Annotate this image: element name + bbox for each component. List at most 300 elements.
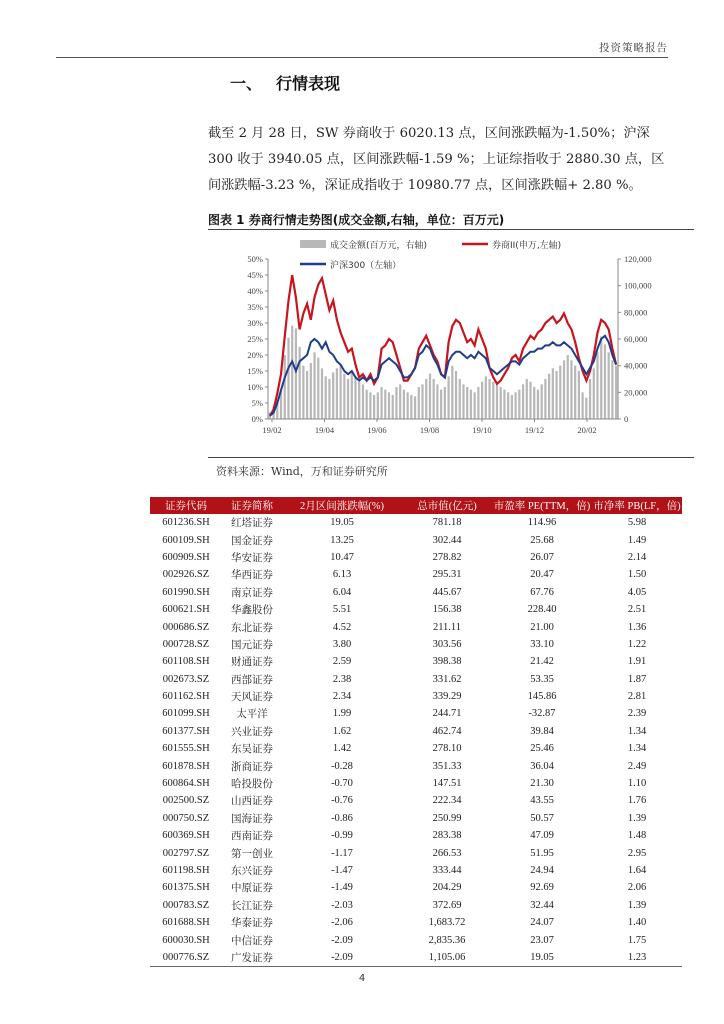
table-cell: 4.05 <box>627 586 647 598</box>
table-cell: 2.39 <box>627 708 647 720</box>
right-tick-label: 80,000 <box>624 307 648 318</box>
column-header: 证券代码 <box>165 501 207 512</box>
volume-bars <box>269 326 618 419</box>
column-header: 总市值(亿元) <box>417 501 477 512</box>
volume-bar <box>507 392 509 419</box>
table-cell: 哈投股份 <box>231 779 273 791</box>
table-cell: 10.47 <box>330 551 354 563</box>
table-cell: 2.49 <box>627 760 647 772</box>
table-cell: 1.75 <box>627 934 647 946</box>
table-cell: 92.69 <box>530 882 554 894</box>
table-cell: 462.74 <box>432 725 462 737</box>
volume-bar <box>317 358 319 419</box>
table-cell: 20.47 <box>530 569 554 581</box>
figure-title: 图表 1 券商行情走势图(成交金额,右轴，单位：百万元) <box>208 213 505 227</box>
table-cell: 1,683.72 <box>428 917 466 929</box>
volume-bar <box>425 379 427 419</box>
right-tick-label: 60,000 <box>624 334 648 344</box>
table-cell: 21.00 <box>530 621 554 633</box>
legend-label: 成交金额(百万元，右轴) <box>330 241 428 251</box>
table-cell: 东兴证券 <box>231 866 273 877</box>
table-cell: 24.07 <box>530 917 554 929</box>
volume-bar <box>470 390 472 419</box>
x-tick-label: 20/02 <box>577 425 597 435</box>
left-tick-label: 5% <box>251 398 263 408</box>
table-row <box>150 792 682 809</box>
volume-bar <box>343 374 345 419</box>
volume-bar <box>392 395 394 419</box>
table-cell: -2.06 <box>331 917 353 929</box>
table-cell: 600621.SH <box>162 604 210 616</box>
table-cell: 1.10 <box>627 778 647 790</box>
table-cell: 1.50 <box>627 569 647 581</box>
volume-bar <box>313 352 315 419</box>
table-cell: 西部证券 <box>231 674 273 686</box>
volume-bar <box>433 379 435 419</box>
table-cell: 中原证券 <box>231 883 273 895</box>
table-cell: -0.86 <box>331 812 353 824</box>
volume-bar <box>511 395 513 419</box>
table-cell: 2.51 <box>627 604 647 616</box>
table-cell: 山西证券 <box>231 796 273 808</box>
table-cell: 156.38 <box>432 604 462 616</box>
table-row <box>150 914 682 931</box>
table-cell: 601236.SH <box>162 517 210 529</box>
volume-bar <box>407 392 409 419</box>
volume-bar <box>611 360 613 419</box>
table-row <box>150 531 682 548</box>
volume-bar <box>462 384 464 419</box>
table-cell: 145.86 <box>527 691 557 703</box>
x-tick-label: 19/02 <box>262 425 282 435</box>
table-cell: 339.29 <box>432 691 462 703</box>
right-tick-label: 0 <box>624 414 629 424</box>
table-cell: 浙商证券 <box>231 761 273 773</box>
volume-bar <box>429 374 431 419</box>
table-cell: 广发证券 <box>222 949 282 966</box>
volume-bar <box>284 355 286 419</box>
volume-bar <box>596 352 598 419</box>
table-cell: 601377.SH <box>162 725 210 737</box>
table-cell: 000783.SZ <box>162 899 210 911</box>
table-row <box>150 810 682 827</box>
table-header-row <box>150 497 682 514</box>
table-cell: 1.87 <box>627 673 647 685</box>
x-tick-label: 19/06 <box>367 425 387 435</box>
volume-bar <box>332 372 334 419</box>
table-cell: 天风证券 <box>231 692 273 704</box>
section-title: 行情表现 <box>276 74 341 93</box>
volume-bar <box>615 366 617 419</box>
table-cell: -0.70 <box>331 778 353 790</box>
table-cell: 25.68 <box>530 534 554 546</box>
volume-bar <box>358 382 360 419</box>
table-cell: 2.34 <box>332 691 352 703</box>
chart-legend <box>300 239 561 271</box>
left-tick-label: 15% <box>247 366 263 376</box>
volume-bar <box>291 326 293 419</box>
table-cell: 600369.SH <box>162 830 210 842</box>
volume-bar <box>444 387 446 419</box>
section-heading <box>230 71 340 94</box>
table-row <box>150 844 682 861</box>
volume-bar <box>582 392 584 419</box>
table-cell: 21.30 <box>530 778 554 790</box>
volume-bar <box>325 376 327 419</box>
table-cell: 33.10 <box>530 638 554 650</box>
table-cell: -2.09 <box>282 949 402 966</box>
volume-bar <box>410 395 412 419</box>
volume-bar <box>362 384 364 419</box>
report-type-header: 投资策略报告 <box>599 42 668 54</box>
table-cell: 601108.SH <box>162 656 210 668</box>
section-number: 一、 <box>230 74 263 93</box>
volume-bar <box>578 371 580 419</box>
table-cell: 2.14 <box>627 551 647 563</box>
volume-bar <box>541 384 543 419</box>
table-cell: 50.57 <box>530 812 554 824</box>
volume-bar <box>287 338 289 419</box>
table-cell: 太平洋 <box>236 709 268 721</box>
volume-bar <box>526 379 528 419</box>
column-header: 市净率 PB(LF，倍) <box>593 501 681 512</box>
table-cell: -1.17 <box>331 847 353 859</box>
table-row <box>150 757 682 774</box>
volume-bar <box>466 387 468 419</box>
table-cell: 295.31 <box>432 569 462 581</box>
table-cell: -32.87 <box>528 708 556 720</box>
table-cell: 36.04 <box>530 760 554 772</box>
volume-bar <box>299 347 301 419</box>
table-cell: 国元证券 <box>231 639 273 651</box>
volume-bar <box>451 366 453 419</box>
table-cell: 278.10 <box>432 743 462 755</box>
table-cell: 601099.SH <box>162 708 210 720</box>
table-row <box>150 566 682 583</box>
table-cell: 19.05 <box>330 517 354 529</box>
volume-bar <box>414 396 416 419</box>
table-cell: 002673.SZ <box>162 673 210 685</box>
table-cell: 华西证券 <box>231 570 273 582</box>
table-cell: 244.71 <box>432 708 462 720</box>
x-tick-label: 19/08 <box>419 425 440 435</box>
table-cell: 1.42 <box>332 743 352 755</box>
header-divider <box>56 57 668 58</box>
x-tick-label: 19/04 <box>314 425 335 435</box>
volume-bar <box>403 390 405 419</box>
table-cell: 600864.SH <box>162 778 210 790</box>
table-row <box>150 584 682 601</box>
volume-bar <box>384 390 386 419</box>
table-cell: 1.40 <box>627 917 647 929</box>
table-cell: 283.38 <box>432 830 462 842</box>
volume-bar <box>310 363 312 419</box>
table-cell: 1.48 <box>627 830 647 842</box>
table-cell: 华鑫股份 <box>231 605 273 617</box>
left-tick-label: 35% <box>247 302 263 312</box>
volume-bar <box>377 392 379 419</box>
broker-stock-table <box>150 497 682 967</box>
left-tick-label: 20% <box>247 350 263 360</box>
volume-bar <box>336 368 338 419</box>
volume-bar <box>474 392 476 419</box>
table-cell: 2.38 <box>332 673 352 685</box>
table-cell: 东北证券 <box>231 622 273 634</box>
table-row <box>150 723 682 740</box>
table-cell: 第一创业 <box>231 848 273 860</box>
table-cell: 2.59 <box>332 656 352 668</box>
volume-bar <box>589 379 591 419</box>
volume-bar <box>302 366 304 419</box>
table-row <box>150 514 682 531</box>
volume-bar <box>604 344 606 419</box>
volume-bar <box>418 387 420 419</box>
left-tick-label: 30% <box>247 318 263 328</box>
right-tick-label: 40,000 <box>624 360 648 371</box>
volume-bar <box>555 371 557 419</box>
volume-bar <box>328 379 330 419</box>
x-tick-label: 19/12 <box>524 425 545 435</box>
table-cell: 1.91 <box>627 656 647 668</box>
table-row <box>150 740 682 757</box>
table-cell: -0.76 <box>331 795 353 807</box>
table-cell: 002500.SZ <box>162 795 210 807</box>
table-cell: 147.51 <box>432 778 462 790</box>
volume-bar <box>608 352 610 419</box>
table-cell: 445.67 <box>432 586 462 598</box>
x-tick-label: 19/10 <box>472 425 492 435</box>
table-cell: 1.36 <box>627 621 647 633</box>
table-cell: 000686.SZ <box>162 621 210 633</box>
volume-bar <box>481 382 483 419</box>
table-cell: 2.06 <box>627 882 647 894</box>
table-cell: 39.84 <box>530 725 554 737</box>
table-cell: 204.29 <box>432 882 462 894</box>
table-row <box>150 671 682 688</box>
table-cell: 302.44 <box>432 534 462 546</box>
table-cell: 601375.SH <box>162 882 210 894</box>
volume-bar <box>488 379 490 419</box>
volume-bar <box>552 368 554 419</box>
table-cell: 1.34 <box>627 725 647 737</box>
table-cell: 13.25 <box>330 534 354 546</box>
table-cell: 长江证券 <box>231 900 273 912</box>
volume-bar <box>373 395 375 419</box>
table-row <box>150 827 682 844</box>
volume-bar <box>570 360 572 419</box>
table-cell: 51.95 <box>530 847 554 859</box>
table-cell: 国金证券 <box>231 535 273 547</box>
volume-bar <box>388 392 390 419</box>
table-row <box>150 931 682 948</box>
table-cell: 372.69 <box>432 899 462 911</box>
left-tick-label: 45% <box>247 270 263 280</box>
table-cell: 600109.SH <box>162 534 210 546</box>
legend-label: 沪深300（左轴） <box>330 261 402 271</box>
volume-bar <box>503 390 505 419</box>
table-cell: -0.99 <box>331 830 353 842</box>
volume-bar <box>563 360 565 419</box>
table-cell: 601878.SH <box>162 760 210 772</box>
volume-bar <box>306 371 308 419</box>
table-cell: 781.18 <box>432 517 462 529</box>
volume-bar <box>369 392 371 419</box>
volume-bar <box>436 384 438 419</box>
volume-bar <box>485 376 487 419</box>
table-cell: 1,105.06 <box>402 949 492 966</box>
table-row <box>150 636 682 653</box>
table-cell: 1.23 <box>592 949 682 966</box>
table-row <box>150 688 682 705</box>
broker-market-chart <box>208 232 678 452</box>
table-cell: -1.49 <box>331 882 353 894</box>
column-header: 2月区间涨跌幅(%) <box>300 501 384 512</box>
table-cell: 25.46 <box>530 743 554 755</box>
table-row <box>150 879 682 896</box>
left-tick-label: 25% <box>247 334 263 344</box>
volume-bar <box>339 366 341 419</box>
table-cell: -2.09 <box>331 934 353 946</box>
table-cell: 601688.SH <box>162 917 210 929</box>
table-cell: 5.51 <box>332 604 352 616</box>
table-cell: 东吴证券 <box>231 744 273 756</box>
volume-bar <box>366 390 368 419</box>
legend-swatch-volume <box>300 240 326 248</box>
table-cell: 601198.SH <box>162 865 210 876</box>
page-number: 4 <box>358 973 366 984</box>
table-cell: 000750.SZ <box>162 812 210 824</box>
volume-bar <box>321 368 323 419</box>
volume-bar <box>421 384 423 419</box>
volume-bar <box>567 355 569 419</box>
table-cell: -1.47 <box>331 865 353 876</box>
volume-bar <box>522 384 524 419</box>
table-cell: 4.52 <box>332 621 352 633</box>
table-cell: 21.42 <box>530 656 554 668</box>
table-cell: 53.35 <box>530 673 554 685</box>
table-cell: 2.95 <box>627 847 647 859</box>
table-cell: -0.28 <box>331 760 353 772</box>
table-cell: 601555.SH <box>162 743 210 755</box>
table-row <box>150 601 682 618</box>
table-cell: 西南证券 <box>231 831 273 843</box>
table-cell: 3.80 <box>332 638 352 650</box>
table-cell: 266.53 <box>432 847 462 859</box>
table-cell: 002797.SZ <box>162 847 210 859</box>
table-row <box>150 862 682 879</box>
volume-bar <box>593 368 595 419</box>
table-cell: 1.39 <box>627 812 647 824</box>
volume-bar <box>447 376 449 419</box>
left-tick-label: 10% <box>247 382 263 392</box>
volume-bar <box>496 384 498 419</box>
table-cell: 19.05 <box>492 949 592 966</box>
table-row <box>150 618 682 635</box>
volume-bar <box>600 336 602 419</box>
volume-bar <box>455 371 457 419</box>
figure-bottom-rule <box>208 457 694 458</box>
table-cell: 600030.SH <box>162 934 210 946</box>
table-cell: 47.09 <box>530 830 554 842</box>
table-cell: -2.03 <box>331 899 353 911</box>
table-cell: 000776.SZ <box>150 949 222 966</box>
volume-bar <box>514 392 516 419</box>
table-cell: 6.13 <box>332 569 352 581</box>
table-cell: 211.11 <box>432 621 462 633</box>
table-cell: 222.34 <box>432 795 462 807</box>
volume-bar <box>347 379 349 419</box>
table-cell: 5.98 <box>627 517 647 529</box>
table-cell: 278.82 <box>432 551 462 563</box>
table-cell: 114.96 <box>527 517 557 529</box>
table-cell: 351.33 <box>432 760 462 772</box>
volume-bar <box>492 382 494 419</box>
table-cell: 000728.SZ <box>162 638 210 650</box>
table-cell: 兴业证券 <box>231 726 273 738</box>
table-cell: 600909.SH <box>162 551 210 563</box>
table-cell: 26.07 <box>530 551 554 563</box>
right-tick-label: 120,000 <box>624 254 652 264</box>
right-tick-label: 20,000 <box>624 387 648 398</box>
table-cell: 1.64 <box>627 865 647 876</box>
table-cell: 67.76 <box>530 586 554 598</box>
table-cell: 国海证券 <box>231 813 273 825</box>
volume-bar <box>533 387 535 419</box>
table-cell: 红塔证券 <box>231 518 273 530</box>
table-cell: 333.44 <box>432 865 462 876</box>
table-cell: 002926.SZ <box>162 569 210 581</box>
volume-bar <box>500 387 502 419</box>
table-cell: 23.07 <box>530 934 554 946</box>
volume-bar <box>544 379 546 419</box>
volume-bar <box>399 384 401 419</box>
figure-top-rule <box>208 229 694 230</box>
table-cell: 中信证券 <box>231 935 273 947</box>
table-row <box>150 653 682 670</box>
volume-bar <box>351 371 353 419</box>
table-row <box>150 549 682 566</box>
volume-bar <box>354 376 356 419</box>
table-cell: 1.22 <box>627 638 647 650</box>
volume-bar <box>537 390 539 419</box>
table-cell: 1.76 <box>627 795 647 807</box>
table-cell: 2,835.36 <box>428 934 466 946</box>
table-cell: 华安证券 <box>231 552 273 564</box>
volume-bar <box>574 366 576 419</box>
table-cell: 1.99 <box>332 708 352 720</box>
table-cell: 43.55 <box>530 795 554 807</box>
table-cell: 财通证券 <box>231 657 273 669</box>
table-cell: 南京证券 <box>231 587 273 599</box>
volume-bar <box>380 387 382 419</box>
table-cell: 398.38 <box>432 656 462 668</box>
volume-bar <box>559 366 561 419</box>
table-row <box>150 897 682 914</box>
table-cell: 228.40 <box>527 604 557 616</box>
table-cell: 1.39 <box>627 899 647 911</box>
table-cell: 华泰证券 <box>231 918 273 930</box>
table-row <box>150 775 682 792</box>
legend-label: 券商II(申万,左轴) <box>492 241 562 251</box>
table-cell: 250.99 <box>432 812 462 824</box>
table-cell: 601162.SH <box>162 691 210 703</box>
left-tick-label: 50% <box>247 254 263 264</box>
table-row <box>150 949 682 966</box>
table-cell: 1.34 <box>627 743 647 755</box>
volume-bar <box>585 398 587 419</box>
left-tick-label: 0% <box>251 414 263 424</box>
table-cell: 601990.SH <box>162 586 210 598</box>
